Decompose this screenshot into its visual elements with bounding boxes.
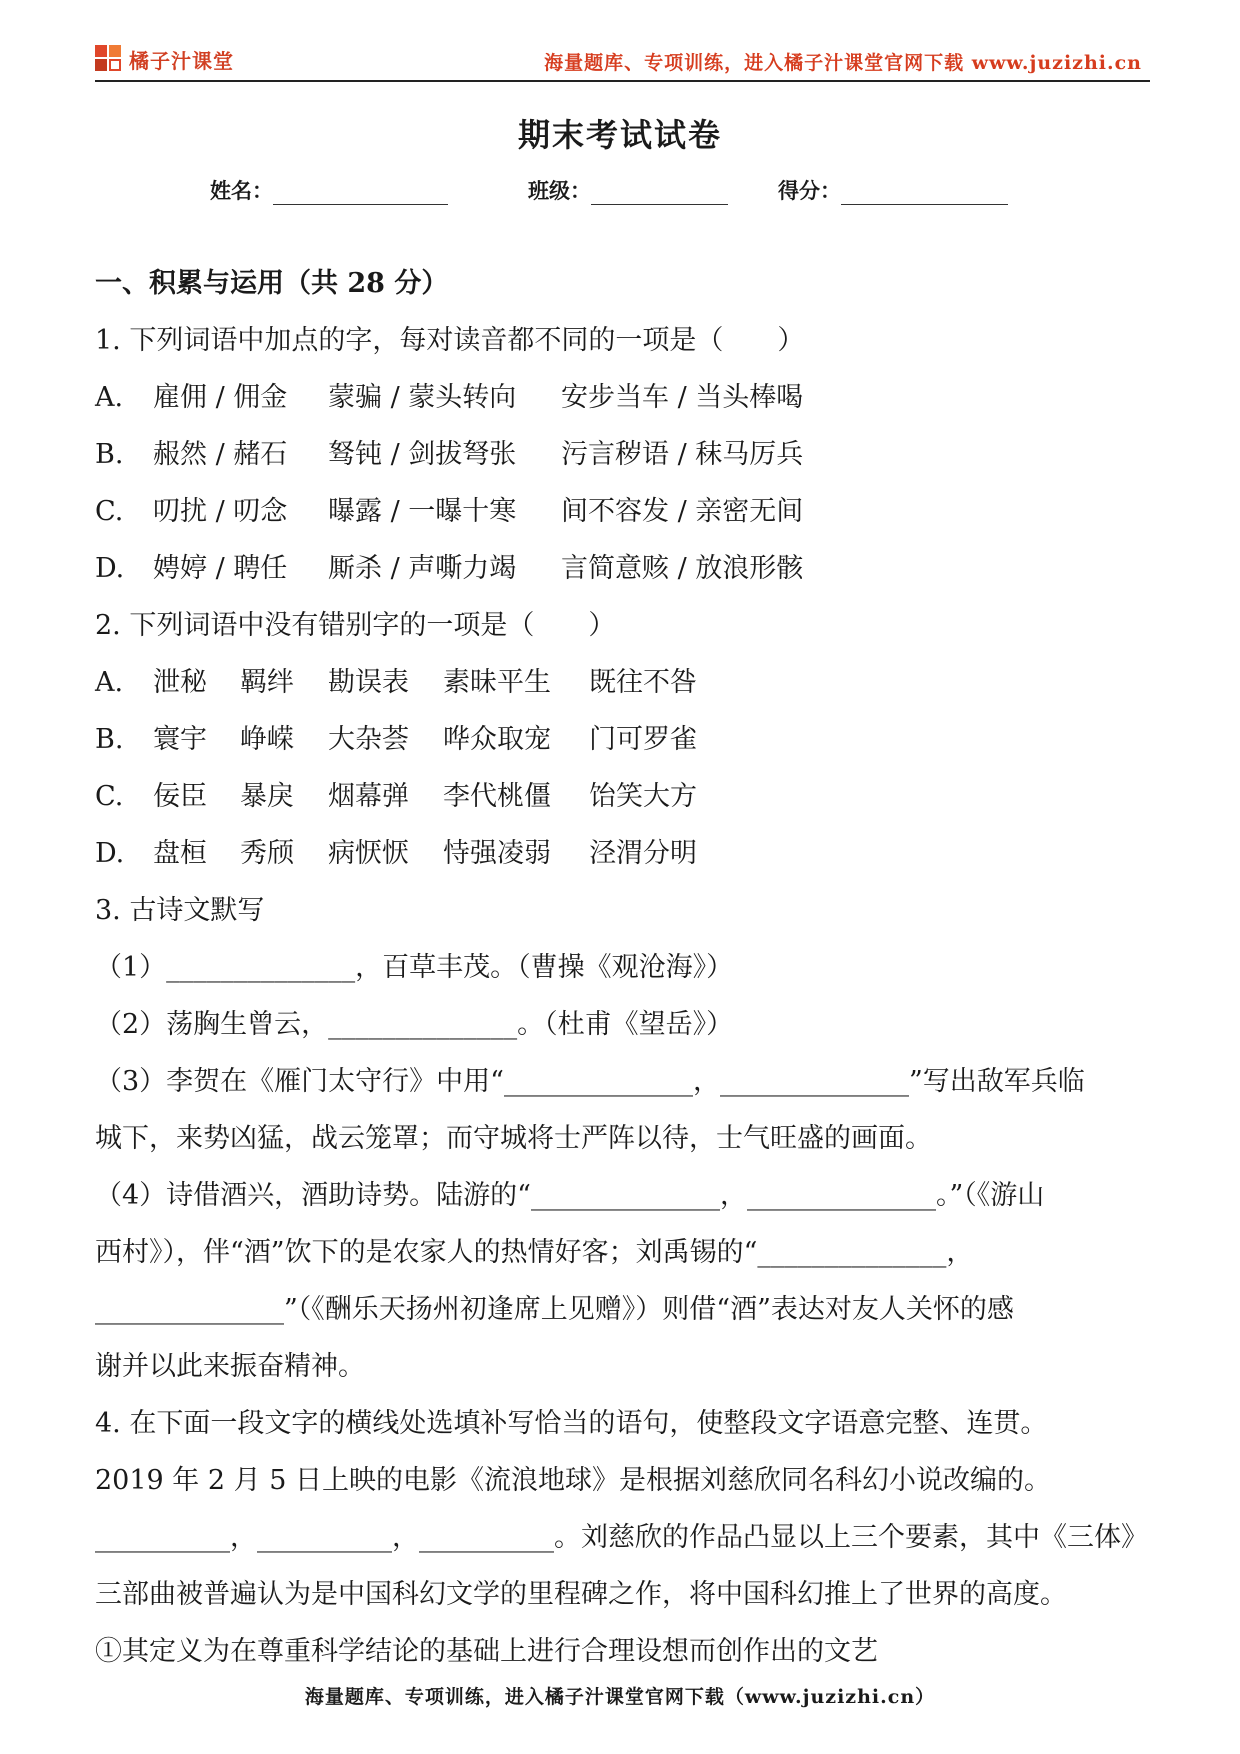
name-label: 姓名： bbox=[210, 179, 273, 203]
class-field[interactable] bbox=[528, 175, 728, 205]
option-word: 门可罗雀 bbox=[589, 724, 697, 755]
question-4-blanks[interactable]: __________，__________，__________。刘慈欣的作品凸显以上三个要素，其中《三体》 bbox=[95, 1522, 1148, 1553]
question-2-option-c[interactable] bbox=[95, 768, 1150, 825]
class-blank[interactable] bbox=[591, 182, 728, 205]
question-2-stem: 2. 下列词语中没有错别字的一项是（ ） bbox=[95, 610, 616, 641]
option-item: 厮杀 / 声嘶力竭 bbox=[328, 553, 517, 584]
option-word: 病恹恹 bbox=[328, 838, 409, 869]
question-1-option-d[interactable] bbox=[95, 540, 1150, 597]
question-3-part-4-cont: 谢并以此来振奋精神。 bbox=[95, 1351, 365, 1382]
score-label: 得分： bbox=[778, 179, 841, 203]
option-word: 烟幕弹 bbox=[328, 781, 409, 812]
question-4-stem: 4. 在下面一段文字的横线处选填补写恰当的语句，使整段文字语意完整、连贯。 bbox=[95, 1408, 1048, 1439]
class-label: 班级： bbox=[528, 179, 591, 203]
option-item: 言简意赅 / 放浪形骸 bbox=[561, 553, 804, 584]
option-word: 佞臣 bbox=[153, 781, 207, 812]
logo-text: 橘子汁课堂 bbox=[129, 48, 234, 73]
name-blank[interactable] bbox=[273, 182, 448, 205]
option-word: 羁绊 bbox=[240, 667, 294, 698]
option-item: 叨扰 / 叨念 bbox=[153, 496, 288, 527]
option-item: 安步当车 / 当头棒喝 bbox=[561, 382, 804, 413]
option-item: 污言秽语 / 秣马厉兵 bbox=[561, 439, 804, 470]
option-item: 蒙骗 / 蒙头转向 bbox=[328, 382, 517, 413]
page-footer: 海量题库、专项训练，进入橘子汁课堂官网下载（www.juzizhi.cn） bbox=[304, 1686, 936, 1708]
option-word: 暴戾 bbox=[240, 781, 294, 812]
option-item: 娉婷 / 聘任 bbox=[153, 553, 288, 584]
question-3-part-2[interactable]: （2）荡胸生曾云，______________。（杜甫《望岳》） bbox=[95, 1009, 734, 1040]
option-word: 盘桓 bbox=[153, 838, 207, 869]
question-2-option-a[interactable] bbox=[95, 654, 1150, 711]
option-word: 李代桃僵 bbox=[443, 781, 551, 812]
option-word: 寰宇 bbox=[153, 724, 207, 755]
name-field[interactable] bbox=[210, 175, 448, 205]
option-word: 饴笑大方 bbox=[589, 781, 697, 812]
option-key: A. bbox=[95, 382, 124, 413]
option-word: 峥嵘 bbox=[240, 724, 294, 755]
logo bbox=[95, 44, 234, 74]
option-key: D. bbox=[95, 553, 125, 584]
question-2-option-b[interactable] bbox=[95, 711, 1150, 768]
option-item: 赧然 / 赭石 bbox=[153, 439, 288, 470]
question-1-option-b[interactable] bbox=[95, 426, 1150, 483]
option-word: 既往不咎 bbox=[589, 667, 697, 698]
option-word: 勘误表 bbox=[328, 667, 409, 698]
question-4-line: 2019 年 2 月 5 日上映的电影《流浪地球》是根据刘慈欣同名科幻小说改编的。 bbox=[95, 1465, 1051, 1496]
question-3-part-4-cont[interactable]: ______________”（《酬乐天扬州初逢席上见赠》）则借“酒”表达对友人关怀的感 bbox=[95, 1294, 1014, 1325]
question-3-part-3-cont: 城下，来势凶猛，战云笼罩；而守城将士严阵以待，士气旺盛的画面。 bbox=[95, 1123, 932, 1154]
option-item: 曝露 / 一曝十寒 bbox=[328, 496, 517, 527]
option-word: 泾渭分明 bbox=[589, 838, 697, 869]
option-item: 雇佣 / 佣金 bbox=[153, 382, 288, 413]
option-word: 恃强凌弱 bbox=[443, 838, 551, 869]
exam-content bbox=[95, 255, 1150, 1680]
header-tagline: 海量题库、专项训练，进入橘子汁课堂官网下载 www.juzizhi.cn bbox=[544, 52, 1142, 74]
option-key: A. bbox=[95, 667, 124, 698]
question-4-line: ①其定义为在尊重科学结论的基础上进行合理设想而创作出的文艺 bbox=[95, 1636, 878, 1667]
section-heading: 一、积累与运用（共 28 分） bbox=[95, 268, 449, 299]
option-word: 素昧平生 bbox=[443, 667, 551, 698]
logo-icon bbox=[95, 45, 123, 73]
question-3-part-4[interactable]: （4）诗借酒兴，酒助诗势。陆游的“______________，______________。”（《游山 bbox=[95, 1180, 1045, 1211]
question-2-option-d[interactable] bbox=[95, 825, 1150, 882]
question-1-option-a[interactable] bbox=[95, 369, 1150, 426]
option-word: 哗众取宠 bbox=[443, 724, 551, 755]
question-1-option-c[interactable] bbox=[95, 483, 1150, 540]
option-key: D. bbox=[95, 838, 125, 869]
option-item: 驽钝 / 剑拔弩张 bbox=[328, 439, 517, 470]
question-3-part-4-cont[interactable]: 西村》），伴“酒”饮下的是农家人的热情好客；刘禹锡的“______________， bbox=[95, 1237, 974, 1268]
page-title: 期末考试试卷 bbox=[517, 116, 722, 154]
option-word: 大杂荟 bbox=[328, 724, 409, 755]
option-key: B. bbox=[95, 724, 124, 755]
option-item: 间不容发 / 亲密无间 bbox=[561, 496, 804, 527]
question-3-stem: 3. 古诗文默写 bbox=[95, 895, 265, 926]
option-word: 秀颀 bbox=[240, 838, 294, 869]
page-header bbox=[95, 40, 1150, 82]
score-field[interactable] bbox=[778, 175, 1008, 205]
question-1-stem: 1. 下列词语中加点的字，每对读音都不同的一项是（ ） bbox=[95, 325, 805, 356]
option-word: 泄秘 bbox=[153, 667, 207, 698]
score-blank[interactable] bbox=[841, 182, 1008, 205]
question-3-part-1[interactable]: （1）______________，百草丰茂。（曹操《观沧海》） bbox=[95, 952, 734, 983]
question-4-line: 三部曲被普遍认为是中国科幻文学的里程碑之作，将中国科幻推上了世界的高度。 bbox=[95, 1579, 1067, 1610]
option-key: B. bbox=[95, 439, 124, 470]
option-key: C. bbox=[95, 781, 124, 812]
option-key: C. bbox=[95, 496, 124, 527]
question-3-part-3[interactable]: （3）李贺在《雁门太守行》中用“______________，______________”写出敌军兵临 bbox=[95, 1066, 1085, 1097]
